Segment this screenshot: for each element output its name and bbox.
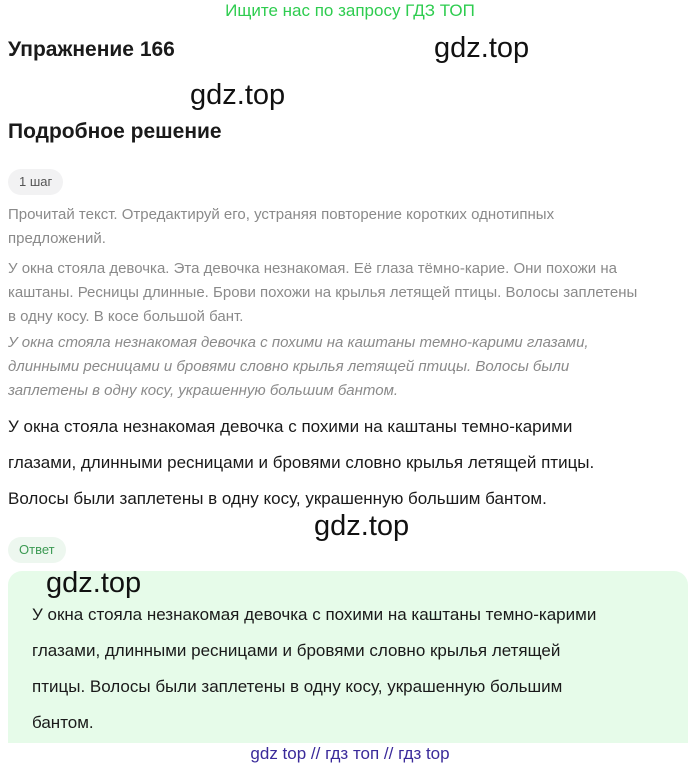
answer-line: бантом.: [32, 713, 94, 732]
source-text: У окна стояла девочка. Эта девочка незнакомая. Её глаза тёмно-карие. Они похожи на каштаны. Ресницы длинные. Брови похожи на крылья летящей птицы. Волосы заплетены в одну косу. В косе большой бант.: [8, 260, 638, 325]
answer-badge: Ответ: [8, 537, 66, 563]
watermark: gdz.top: [434, 32, 530, 64]
step-badge: 1 шаг: [8, 169, 63, 195]
solution-line: глазами, длинными ресницами и бровями словно крылья летящей птицы.: [8, 453, 595, 472]
watermark: gdz.top: [190, 79, 286, 111]
detailed-solution-heading: Подробное решение: [8, 120, 222, 143]
watermark: gdz.top: [314, 510, 410, 542]
answer-line: птицы. Волосы были заплетены в одну косу, украшенную большим: [32, 677, 563, 696]
exercise-title: Упражнение 166: [8, 38, 175, 61]
search-promo-banner[interactable]: Ищите нас по запросу ГДЗ ТОП: [225, 1, 475, 20]
solution-text: [8, 409, 668, 517]
answer-line: глазами, длинными ресницами и бровями словно крылья летящей: [32, 641, 561, 660]
solution-line: Волосы были заплетены в одну косу, украшенную большим бантом.: [8, 489, 547, 508]
footer-links[interactable]: gdz top // гдз топ // гдз top: [250, 744, 450, 763]
edited-text-italic: У окна стояла незнакомая девочка с похими на каштаны темно-карими глазами, длинными ресницами и бровями словно крылья летящей птицы. Волосы были заплетены в одну косу, украшенную большим бантом.: [8, 334, 589, 399]
answer-line: У окна стояла незнакомая девочка с похими на каштаны темно-карими: [32, 605, 597, 624]
watermark: gdz.top: [46, 567, 142, 599]
solution-line: У окна стояла незнакомая девочка с похими на каштаны темно-карими: [8, 417, 573, 436]
task-instructions: Прочитай текст. Отредактируй его, устраняя повторение коротких однотипных предложений.: [8, 206, 555, 247]
answer-text: [32, 597, 668, 741]
